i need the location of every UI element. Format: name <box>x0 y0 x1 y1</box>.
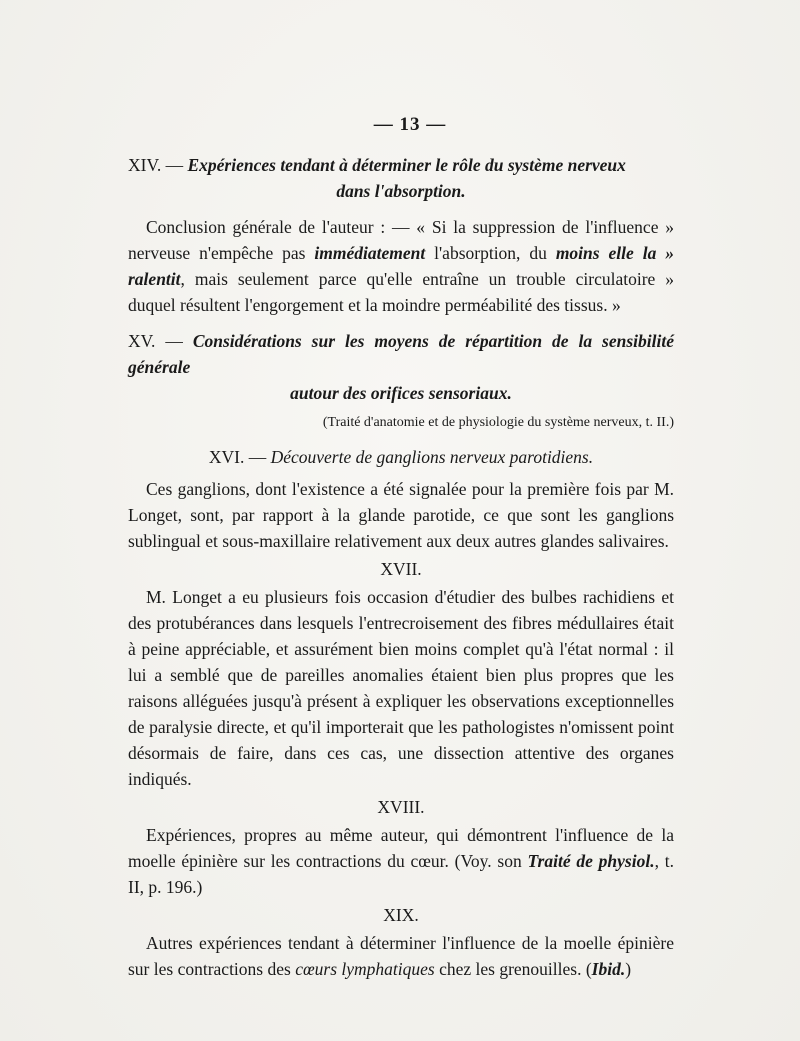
section-xv-reference: (Traité d'anatomie et de physiologie du système nerveux, t. II.) <box>322 415 674 430</box>
section-xiv-l4: » duquel résultent l'engorgement et la moindre perméabilité des tissus. » <box>128 269 675 315</box>
section-xiv-l2b: l'absorption, du <box>425 243 556 263</box>
section-xvii-numeral: XVII. <box>380 559 422 579</box>
section-xix-em2: Ibid. <box>591 959 626 979</box>
section-xix-a: Autres expériences tendant à déterminer l'influence de la moelle épinière sur les contractions des <box>128 933 674 979</box>
section-xv-title-line2: autour des orifices sensoriaux. <box>290 383 512 403</box>
section-xv-title-line1: Considérations sur les moyens de répartition de la sensibilité générale <box>128 331 674 377</box>
section-xiv-l3b: , mais seulement parce qu'elle entraîne un trouble circulatoire <box>180 269 656 289</box>
section-xv-heading <box>128 328 674 380</box>
section-xiv-l2em2: moins elle la <box>555 243 657 263</box>
section-xvi-body: Ces ganglions, dont l'existence a été signalée pour la première fois par M. Longet, sont, par rapport à la glande parotide, ce que sont les ganglions sublingual et sous-maxillaire relativement aux deux autres glandes salivaires. <box>128 479 674 551</box>
section-xix-em: cœurs lymphatiques <box>295 959 435 979</box>
section-xiv-heading <box>128 152 674 178</box>
section-xv-title-line2-row <box>128 380 674 406</box>
section-xvi-title: Découverte de ganglions nerveux parotidiens. <box>270 447 594 467</box>
section-xv-numeral: XV. — <box>128 331 183 351</box>
section-xviii-body <box>128 822 674 900</box>
section-xvi-numeral: XVI. — <box>208 447 267 467</box>
section-xiv-numeral: XIV. — <box>128 155 184 175</box>
page-number: — 13 — <box>373 114 447 135</box>
section-xviii-b: , t. II, p. 196.) <box>128 851 674 897</box>
section-xviii-a: Expériences, propres au même auteur, qui démontrent l'influence de la moelle épinière sur les contractions du cœur. (Voy. son <box>128 825 674 871</box>
section-xiv-title-line2: dans l'absorption. <box>336 181 466 201</box>
section-xviii-numeral: XVIII. <box>377 797 425 817</box>
section-xix-numeral: XIX. <box>383 905 419 925</box>
section-xvi-heading <box>128 444 674 470</box>
section-xix-c: ) <box>625 959 632 979</box>
section-xiv-body <box>128 214 674 318</box>
section-xix-body <box>128 930 674 982</box>
section-xiv-l3em: » ralentit <box>128 243 675 289</box>
section-xix-b: chez les grenouilles. ( <box>434 959 592 979</box>
page-content <box>128 112 674 982</box>
section-xiv-l2em: immédiatement <box>314 243 426 263</box>
section-xiv-intro: Conclusion générale de l'auteur : — « Si la suppression de l'influence <box>146 217 659 237</box>
section-xiv-title-line1: Expériences tendant à déterminer le rôle du système nerveux <box>187 155 626 175</box>
section-xiv-l2a: » nerveuse n'empêche pas <box>128 217 675 263</box>
section-xvii-body: M. Longet a eu plusieurs fois occasion d'étudier des bulbes rachidiens et des protubérances dans lesquels l'entrecroisement des fibres médullaires était à peine appréciable, et assurément bien moins complet qu'à l'état normal : il lui a semblé que de pareilles anomalies étaient bien plus propres que les raisons alléguées jusqu'à présent à expliquer les observations exceptionnelles de paralysie directe, et qu'il importerait que les pathologistes n'omissent point désormais de faire, dans ces cas, une dissection attentive des organes indiqués. <box>128 587 674 789</box>
section-xviii-em: Traité de physiol. <box>527 851 655 871</box>
section-xiv-title-line2-row <box>128 178 674 204</box>
